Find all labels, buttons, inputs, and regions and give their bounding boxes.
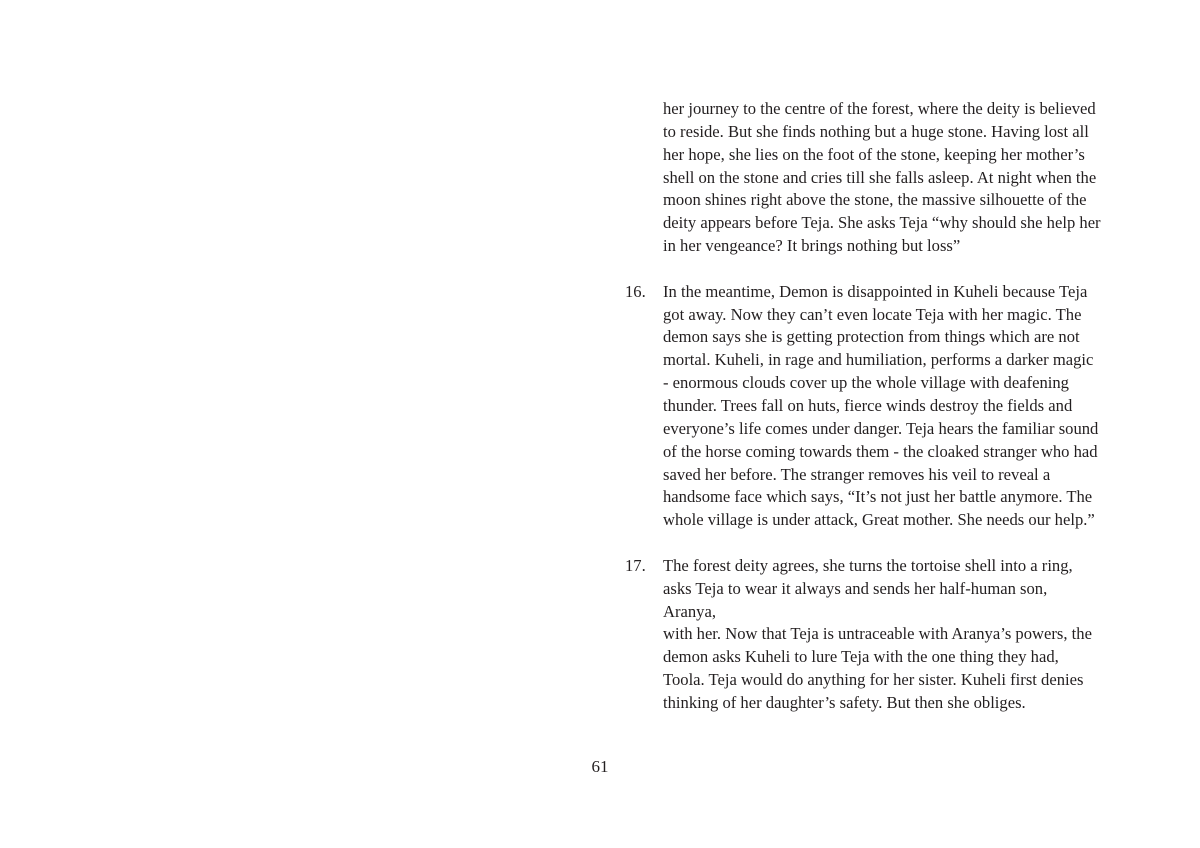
continuation-paragraph: her journey to the centre of the forest, where the deity is believed to reside. But she finds nothing but a huge stone. Having lost all her hope, she lies on the foot of the stone, keeping her mother’s shell on the stone and cries till she falls asleep. At night when the moon shines right above the stone, the massive silhouette of the deity appears before Teja. She asks Teja “why should she help her in her vengeance? It brings nothing but loss”: [663, 99, 1101, 256]
item-number: 17.: [625, 555, 646, 575]
item-text: The forest deity agrees, she turns the tortoise shell into a ring, asks Teja to wear it always and sends her half-human son, Aranya, with her. Now that Teja is untraceable with Aranya’s powers, the demon asks Kuheli to lure Teja with the one thing they had, Toola. Teja would do anything for her sister. Kuheli first denies thinking of her daughter’s safety. But then she obliges.: [663, 555, 1092, 712]
item-number: 16.: [625, 281, 646, 301]
page-number: 61: [591, 757, 609, 776]
right-page: [615, 98, 1115, 715]
item-text: In the meantime, Demon is disappointed in Kuheli because Teja got away. Now they can’t even locate Teja with her magic. The demon says she is getting protection from things which are not mortal. Kuheli, in rage and humiliation, performs a darker magic - enormous clouds cover up the whole village with deafening thunder. Trees fall on huts, fierce winds destroy the fields and everyone’s life comes under danger. Teja hears the familiar sound of the horse coming towards them - the cloaked stranger who had saved her before. The stranger removes his veil to reveal a handsome face which says, “It’s not just her battle anymore. The whole village is under attack, Great mother. She needs our help.”: [663, 281, 1099, 530]
list-item-17: [615, 555, 1103, 715]
list-item-16: [615, 281, 1103, 532]
